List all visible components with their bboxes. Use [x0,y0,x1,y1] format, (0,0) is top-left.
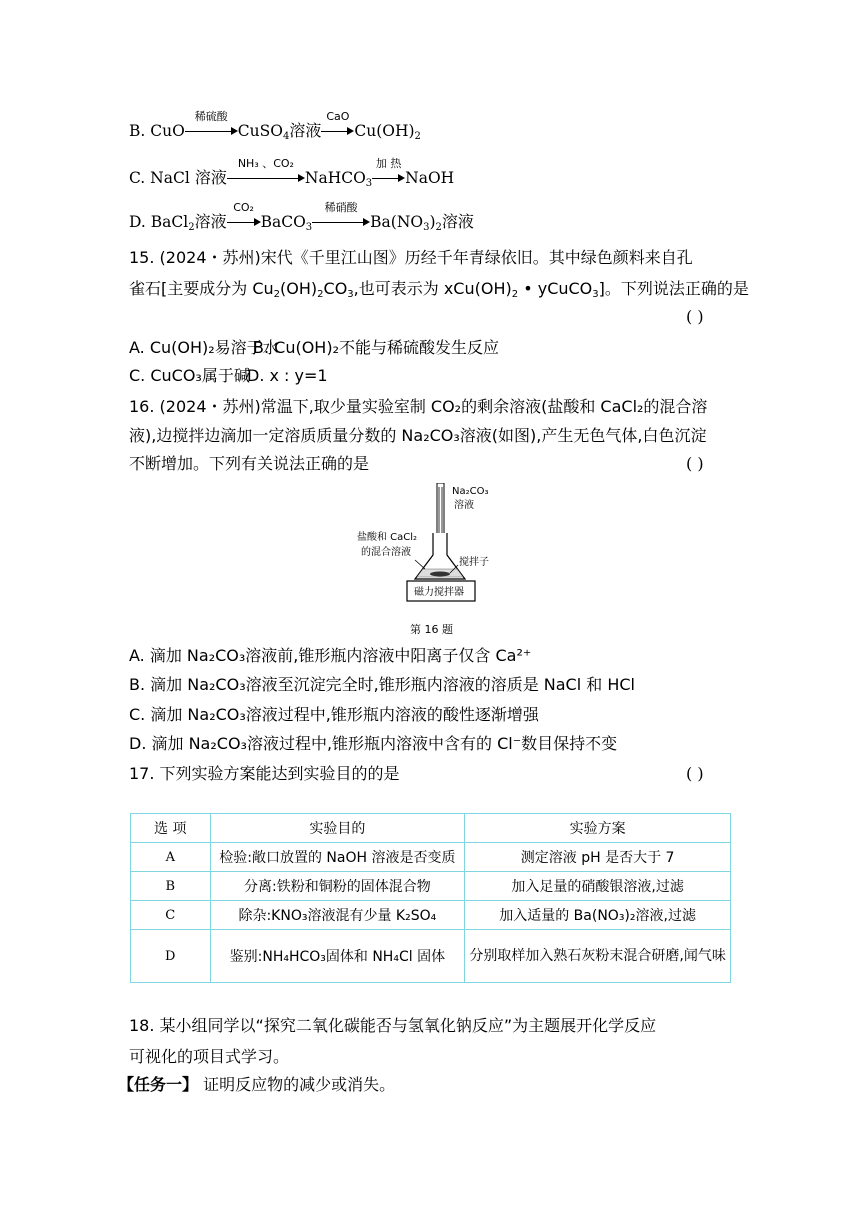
table-row: D 鉴别:NH₄HCO₃固体和 NH₄Cl 固体 分别取样加入熟石灰粉末混合研磨,闻气味 [131,930,731,983]
q15-option-a: A. Cu(OH)₂易溶于水 [129,338,279,357]
q15-option-b: B. Cu(OH)₂不能与稀硫酸发生反应 [253,338,499,357]
option-c-reaction: C. NaCl 溶液 NH₃ 、CO₂ NaHCO$_3$ 加 热 NaOH [129,157,455,189]
figure-caption: 第 16 题 [410,623,453,636]
q18-task-one: 【任务一】 证明反应物的减少或消失。 [118,1075,396,1094]
reaction-arrow: CaO [321,121,354,141]
header-plan: 实验方案 [465,814,731,843]
reaction-arrow: 加 热 [372,168,405,188]
q16-option-a: A. 滴加 Na₂CO₃溶液前,锥形瓶内溶液中阳离子仅含 Ca²⁺ [129,646,532,665]
q16-option-d: D. 滴加 Na₂CO₃溶液过程中,锥形瓶内溶液中含有的 Cl⁻数目保持不变 [129,734,618,753]
label-mixture-2: 的混合溶液 [361,547,411,558]
reaction-arrow: 稀硫酸 [185,121,238,141]
q16-option-b: B. 滴加 Na₂CO₃溶液至沉淀完全时,锥形瓶内溶液的溶质是 NaCl 和 HCl [129,675,635,694]
header-purpose: 实验目的 [210,814,465,843]
answer-bracket: ( ) [686,307,704,326]
q15-stem-line1: 15. (2024・苏州)宋代《千里江山图》历经千年青绿依旧。其中绿色颜料来自孔 [129,248,693,267]
table-row: B 分离:铁粉和铜粉的固体混合物 加入足量的硝酸银溶液,过滤 [131,872,731,901]
q18-stem-line1: 18. 某小组同学以“探究二氧化碳能否与氢氧化钠反应”为主题展开化学反应 [129,1016,657,1035]
q16-option-c: C. 滴加 Na₂CO₃溶液过程中,锥形瓶内溶液的酸性逐渐增强 [129,705,539,724]
label-stirrer: 磁力搅拌器 [414,587,464,598]
reaction-arrow: 稀硝酸 [312,212,370,232]
label-solution: 溶液 [454,500,474,511]
answer-bracket: ( ) [686,454,704,473]
label-mixture: 盐酸和 CaCl₂ [357,532,418,543]
q16-stem-line3: 不断增加。下列有关说法正确的是 [129,454,370,473]
apparatus-drawing [355,483,505,608]
q18-stem-line2: 可视化的项目式学习。 [129,1047,290,1066]
option-b-reaction: B. CuO 稀硫酸 CuSO$_4$溶液 CaO $Cu(OH)_2$ [129,110,421,142]
table-row: C 除杂:KNO₃溶液混有少量 K₂SO₄ 加入适量的 Ba(NO₃)₂溶液,过滤 [131,901,731,930]
table-header-row [131,814,731,843]
q15-option-d: D. x : y=1 [247,366,328,385]
q16-stem-line2: 液),边搅拌边滴加一定溶质质量分数的 Na₂CO₃溶液(如图),产生无色气体,白色沉淀 [129,426,707,445]
stirrer-apparatus-figure [355,483,505,608]
stir-bar [430,572,450,577]
reaction-arrow: NH₃ 、CO₂ [227,168,305,188]
q15-option-c: C. CuCO₃属于碱 [129,366,250,385]
option-d-reaction: D. BaCl$_2$溶液 CO₂ BaCO$_3$ 稀硝酸 $Ba(NO_3)_2$溶液 [129,201,474,233]
table-row: A 检验:敞口放置的 NaOH 溶液是否变质 测定溶液 pH 是否大于 7 [131,843,731,872]
q16-stem-line1: 16. (2024・苏州)常温下,取少量实验室制 CO₂的剩余溶液(盐酸和 CaCl₂的混合溶 [129,397,708,416]
answer-bracket: ( ) [686,764,704,783]
header-option: 选 项 [131,814,211,843]
experiment-table [130,813,731,983]
reaction-arrow: CO₂ [227,212,261,232]
label-stir-bar: 搅拌子 [459,557,489,568]
q17-stem: 17. 下列实验方案能达到实验目的的是 [129,764,400,783]
q15-stem-line2: 雀石[主要成分为 $Cu_2(OH)_2CO_3$,也可表示为 $xCu(OH)_2$ • yCuCO$_3$]。下列说法正确的是 [129,279,749,300]
label-na2co3: Na₂CO₃ [452,486,489,497]
task-label: 【任务一】 [118,1075,199,1094]
burette [437,483,444,539]
